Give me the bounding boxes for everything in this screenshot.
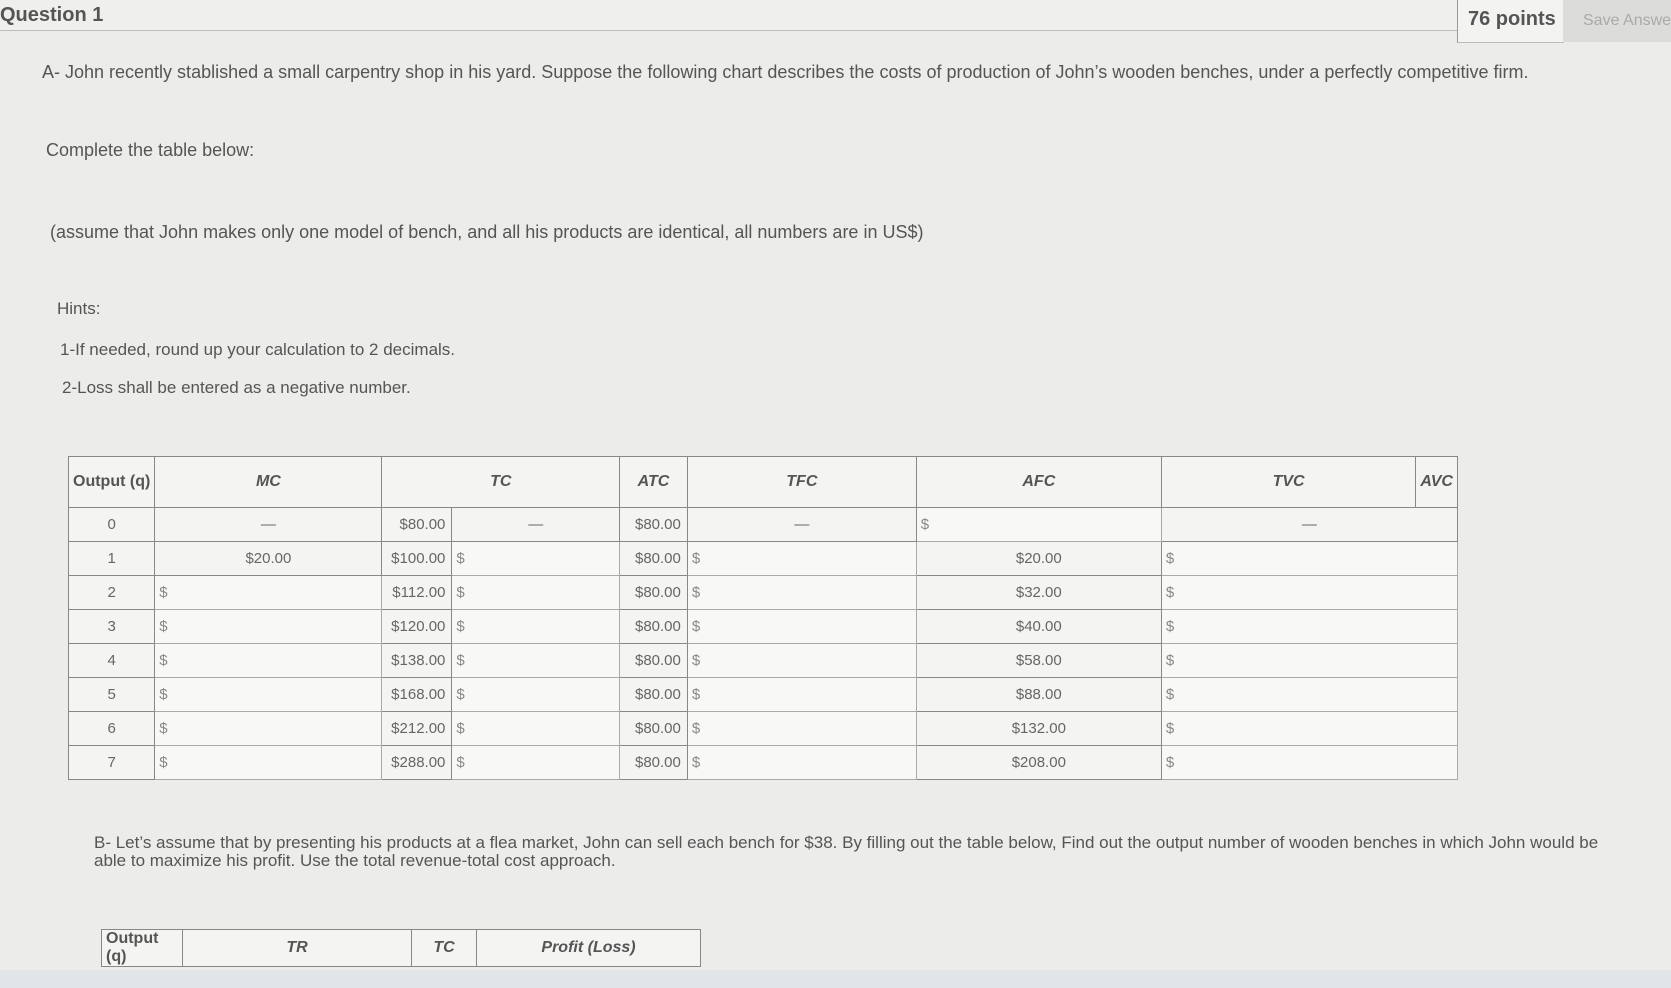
avc-input[interactable]	[1161, 542, 1457, 576]
tc-cell: $112.00	[382, 576, 452, 610]
afc-input[interactable]	[687, 576, 916, 610]
bottom-strip	[0, 970, 1671, 988]
dollar-sign: $	[691, 584, 701, 601]
mc-input[interactable]	[155, 746, 382, 780]
tfc-cell: $80.00	[620, 610, 688, 644]
header-tc-b: TC	[412, 930, 477, 967]
dollar-sign: $	[159, 754, 168, 771]
output-cell: 2	[69, 576, 155, 610]
tfc-cell: $80.00	[620, 678, 688, 712]
tvc-cell: $88.00	[916, 678, 1161, 712]
atc-input[interactable]	[452, 678, 620, 712]
avc-input[interactable]	[1161, 576, 1457, 610]
tfc-cell: $80.00	[620, 542, 688, 576]
hint-1: 1-If needed, round up your calculation to 2 decimals.	[60, 340, 456, 359]
atc-input[interactable]	[452, 644, 620, 678]
avc-input[interactable]	[1161, 644, 1457, 678]
avc-input[interactable]	[1161, 678, 1457, 712]
question-title: Question 1	[0, 4, 104, 26]
assumption-text: (assume that John makes only one model of bench, and all his products are identical, all numbers are in US$)	[50, 222, 924, 242]
table-row	[69, 644, 1458, 678]
tc-cell: $288.00	[382, 746, 452, 780]
afc-input[interactable]	[687, 712, 916, 746]
hints-label: Hints:	[57, 299, 101, 318]
tvc-cell: $40.00	[916, 610, 1161, 644]
dollar-sign: $	[456, 584, 465, 601]
dollar-sign: $	[1165, 754, 1175, 771]
tfc-cell: $80.00	[620, 576, 688, 610]
tc-cell: $212.00	[382, 712, 452, 746]
dollar-sign: $	[159, 720, 168, 737]
part-b-text: B- Let’s assume that by presenting his products at a flea market, John can sell each bench for $38. By filling out the table below, Find out the output number of wooden benches in which John would be able to maximize his profit. Use the total revenue-total cost approach.	[94, 833, 1599, 870]
table-row	[69, 576, 1458, 610]
afc-input[interactable]	[687, 678, 916, 712]
hint-2: 2-Loss shall be entered as a negative number.	[62, 378, 411, 397]
table-row	[69, 712, 1458, 746]
cost-table	[68, 456, 1458, 780]
tvc-input[interactable]	[916, 508, 1161, 542]
atc-cell: —	[452, 508, 620, 542]
table-row	[69, 678, 1458, 712]
afc-input[interactable]	[687, 644, 916, 678]
header-avc: AVC	[1416, 457, 1458, 508]
afc-input[interactable]	[687, 542, 916, 576]
mc-cell: —	[155, 508, 382, 542]
header-profit: Profit (Loss)	[477, 930, 701, 967]
dollar-sign: $	[691, 754, 701, 771]
table-row	[69, 508, 1458, 542]
dollar-sign: $	[456, 754, 465, 771]
dollar-sign: $	[456, 720, 465, 737]
dollar-sign: $	[1165, 720, 1175, 737]
mc-input[interactable]	[155, 712, 382, 746]
table-row	[69, 746, 1458, 780]
tc-cell: $138.00	[382, 644, 452, 678]
header-atc: ATC	[620, 457, 688, 508]
header-output-b: Output (q)	[102, 930, 183, 967]
tvc-cell: $20.00	[916, 542, 1161, 576]
header-tr: TR	[183, 930, 412, 967]
table-row	[69, 542, 1458, 576]
mc-input[interactable]	[155, 576, 382, 610]
output-cell: 0	[69, 508, 155, 542]
avc-input[interactable]	[1161, 712, 1457, 746]
points-box	[1457, 0, 1564, 43]
output-cell: 3	[69, 610, 155, 644]
dollar-sign: $	[691, 550, 701, 567]
header-tfc: TFC	[687, 457, 916, 508]
profit-table-header-row	[102, 930, 701, 967]
dollar-sign: $	[691, 618, 701, 635]
header-tvc: TVC	[1161, 457, 1416, 508]
header-afc: AFC	[916, 457, 1161, 508]
avc-input[interactable]	[1161, 746, 1457, 780]
dollar-sign: $	[1165, 652, 1175, 669]
tfc-cell: $80.00	[620, 746, 688, 780]
complete-instruction: Complete the table below:	[46, 140, 255, 160]
tvc-cell: $58.00	[916, 644, 1161, 678]
dollar-sign: $	[456, 550, 465, 567]
mc-cell: $20.00	[155, 542, 382, 576]
dollar-sign: $	[1165, 550, 1175, 567]
afc-cell: —	[687, 508, 916, 542]
mc-input[interactable]	[155, 678, 382, 712]
dollar-sign: $	[691, 686, 701, 703]
atc-input[interactable]	[452, 746, 620, 780]
dollar-sign: $	[159, 686, 168, 703]
output-cell: 7	[69, 746, 155, 780]
tc-cell: $100.00	[382, 542, 452, 576]
dollar-sign: $	[456, 686, 465, 703]
tc-cell: $168.00	[382, 678, 452, 712]
atc-input[interactable]	[452, 542, 620, 576]
tc-cell: $80.00	[382, 508, 452, 542]
afc-input[interactable]	[687, 610, 916, 644]
output-cell: 4	[69, 644, 155, 678]
part-a-text: A- John recently stablished a small carpentry shop in his yard. Suppose the following chart describes the costs of production of John’s wooden benches, under a perfectly competitive firm.	[42, 62, 1529, 82]
tvc-cell: $32.00	[916, 576, 1161, 610]
afc-input[interactable]	[687, 746, 916, 780]
tvc-cell: $208.00	[916, 746, 1161, 780]
header-mc: MC	[155, 457, 382, 508]
output-cell: 5	[69, 678, 155, 712]
tc-cell: $120.00	[382, 610, 452, 644]
table-row	[69, 610, 1458, 644]
avc-cell: —	[1161, 508, 1457, 542]
atc-input[interactable]	[452, 712, 620, 746]
output-cell: 1	[69, 542, 155, 576]
dollar-sign: $	[456, 652, 465, 669]
tfc-cell: $80.00	[620, 644, 688, 678]
header-tc: TC	[382, 457, 620, 508]
output-cell: 6	[69, 712, 155, 746]
dollar-sign: $	[1165, 618, 1175, 635]
profit-table	[101, 929, 701, 967]
dollar-sign: $	[159, 618, 168, 635]
atc-input[interactable]	[452, 576, 620, 610]
save-answer-button[interactable]: Save Answe	[1563, 0, 1671, 42]
dollar-sign: $	[691, 652, 701, 669]
dollar-sign: $	[691, 720, 701, 737]
dollar-sign: $	[159, 652, 168, 669]
dollar-sign: $	[1165, 686, 1175, 703]
points-label: 76 points	[1468, 8, 1556, 30]
dollar-sign: $	[1165, 584, 1175, 601]
mc-input[interactable]	[155, 644, 382, 678]
tfc-cell: $80.00	[620, 508, 688, 542]
tfc-cell: $80.00	[620, 712, 688, 746]
header-output: Output (q)	[69, 457, 155, 508]
dollar-sign: $	[159, 584, 168, 601]
atc-input[interactable]	[452, 610, 620, 644]
mc-input[interactable]	[155, 610, 382, 644]
tvc-cell: $132.00	[916, 712, 1161, 746]
dollar-sign: $	[456, 618, 465, 635]
question-header	[0, 0, 1671, 31]
avc-input[interactable]	[1161, 610, 1457, 644]
dollar-sign: $	[920, 516, 930, 533]
cost-table-header-row	[69, 457, 1458, 508]
